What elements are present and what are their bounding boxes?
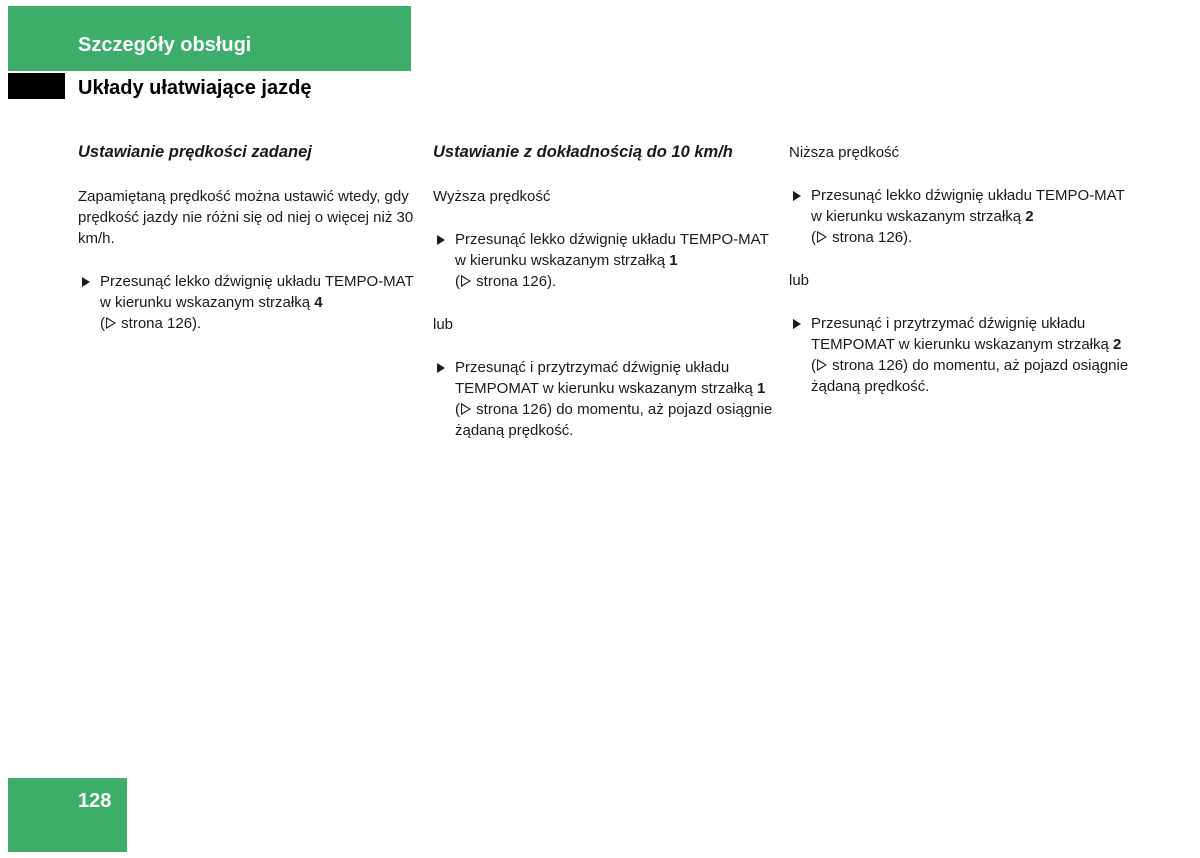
bullet-triangle-icon bbox=[82, 277, 90, 287]
bullet-triangle-icon bbox=[793, 191, 801, 201]
bullet-triangle-icon bbox=[793, 319, 801, 329]
arrow-number: 2 bbox=[1113, 336, 1122, 353]
ref-open: ( bbox=[455, 273, 460, 290]
column-3 bbox=[789, 142, 1129, 419]
ref-open: ( bbox=[100, 315, 105, 332]
instruction-step bbox=[433, 229, 773, 292]
ref-open: ( bbox=[811, 357, 816, 374]
step-text: Przesunąć lekko dźwignię układu TEMPO-MAT w kierunku wskazanym strzałką bbox=[100, 273, 414, 311]
chapter-title: Układy ułatwiające jazdę bbox=[78, 77, 312, 99]
step-text: Przesunąć lekko dźwignię układu TEMPO-MAT w kierunku wskazanym strzałką bbox=[811, 187, 1125, 225]
page-reference-link[interactable]: strona 126). bbox=[476, 273, 557, 290]
step-text: Przesunąć i przytrzymać dźwignię układu TEMPOMAT w kierunku wskazanym strzałką bbox=[811, 315, 1109, 353]
bullet-triangle-icon bbox=[437, 363, 445, 373]
step-text: Przesunąć i przytrzymać dźwignię układu TEMPOMAT w kierunku wskazanym strzałką bbox=[455, 359, 753, 397]
page-number: 128 bbox=[78, 790, 112, 812]
page-reference-icon bbox=[461, 275, 471, 287]
instruction-step bbox=[789, 313, 1129, 397]
section-header-bar bbox=[8, 6, 411, 71]
page-reference-link[interactable]: strona 126). bbox=[832, 229, 913, 246]
or-separator: lub bbox=[789, 272, 810, 289]
instruction-step bbox=[789, 185, 1129, 248]
page-reference-link[interactable]: strona 126) do momentu, aż pojazd osiągnie żądaną prędkość. bbox=[811, 357, 1129, 395]
instruction-step bbox=[433, 357, 773, 441]
page-reference-icon bbox=[817, 359, 827, 371]
chapter-marker bbox=[8, 73, 65, 99]
column-3-label: Niższa prędkość bbox=[789, 144, 900, 161]
page-reference-icon bbox=[817, 231, 827, 243]
page-reference-link[interactable]: strona 126) do momentu, aż pojazd osiągnie żądaną prędkość. bbox=[455, 401, 773, 439]
column-2 bbox=[433, 142, 773, 463]
arrow-number: 1 bbox=[669, 252, 678, 269]
page-reference-link[interactable]: strona 126). bbox=[121, 315, 202, 332]
ref-open: ( bbox=[455, 401, 460, 418]
step-text: Przesunąć lekko dźwignię układu TEMPO-MAT w kierunku wskazanym strzałką bbox=[455, 231, 769, 269]
ref-open: ( bbox=[811, 229, 816, 246]
bullet-triangle-icon bbox=[437, 235, 445, 245]
arrow-number: 4 bbox=[314, 294, 323, 311]
section-title: Szczegóły obsługi bbox=[78, 34, 252, 56]
page-reference-icon bbox=[461, 403, 471, 415]
column-1 bbox=[78, 142, 418, 356]
or-separator: lub bbox=[433, 316, 454, 333]
page-reference-icon bbox=[106, 317, 116, 329]
arrow-number: 2 bbox=[1025, 208, 1034, 225]
column-2-label: Wyższa prędkość bbox=[433, 188, 551, 205]
page-number-box bbox=[8, 778, 127, 852]
arrow-number: 1 bbox=[757, 380, 766, 397]
column-1-intro: Zapamiętaną prędkość można ustawić wtedy, gdy prędkość jazdy nie różni się od niej o więcej niż 30 km/h. bbox=[78, 188, 414, 247]
column-2-heading: Ustawianie z dokładnością do 10 km/h bbox=[433, 143, 733, 161]
instruction-step bbox=[78, 271, 418, 334]
column-1-heading: Ustawianie prędkości zadanej bbox=[78, 143, 312, 161]
